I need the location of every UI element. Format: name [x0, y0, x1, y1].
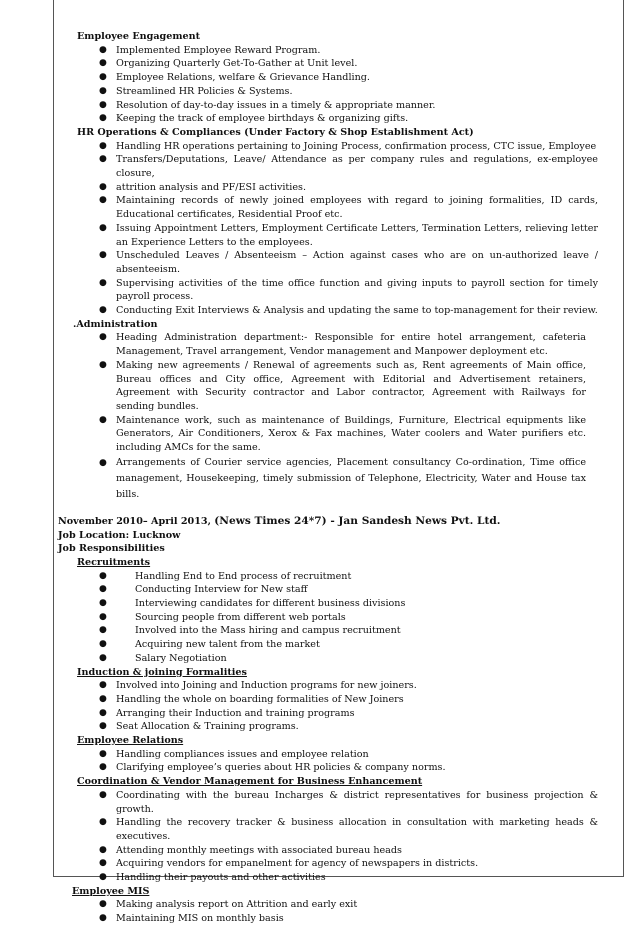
list-item: ● Involved into Joining and Induction programs for new joiners.: [99, 680, 417, 692]
bullet-icon: ●: [99, 693, 107, 704]
bullet-icon: ●: [99, 570, 107, 581]
bullet-icon: ●: [99, 625, 107, 636]
bullet-icon: ●: [99, 154, 107, 165]
administration-list: [58, 331, 586, 502]
bullet-icon: ●: [99, 762, 107, 773]
list-item: ● Streamlined HR Policies & Systems.: [99, 85, 293, 97]
bullet-icon: ●: [99, 707, 107, 718]
list-item: ● Salary Negotiation: [99, 652, 227, 664]
list-item: ● Handling End to End process of recruitment: [99, 570, 352, 582]
bullet-icon: ●: [99, 195, 107, 206]
spacer: [58, 503, 598, 515]
section-title-operations: HR Operations & Compliances (Under Factory & Shop Establishment Act): [77, 126, 474, 138]
list-item: ● Making analysis report on Attrition and early exit: [99, 899, 358, 911]
list-item: ● Conducting Interview for New staff: [99, 584, 308, 596]
bullet-icon: ●: [99, 913, 107, 924]
bullet-icon: ●: [99, 222, 107, 233]
list-item: ● Seat Allocation & Training programs.: [99, 721, 299, 733]
list-item: ● Handling HR operations pertaining to Joining Process, confirmation process, CTC issue, Employee: [99, 140, 597, 152]
list-item: ● Handling the recovery tracker & business allocation in consultation with marketing heads & executives.: [99, 817, 598, 842]
list-item: ● Clarifying employee’s queries about HR policies & company norms.: [99, 762, 446, 774]
list-item: ● Interviewing candidates for different business divisions: [99, 598, 406, 610]
section-title-coordination: Coordination & Vendor Management for Business Enhancement: [77, 776, 423, 788]
list-item: ● attrition analysis and PF/ESI activities.: [99, 181, 307, 193]
job-responsibilities: Job Responsibilities: [58, 543, 165, 555]
operations-list: [58, 140, 598, 318]
bullet-icon: ●: [99, 250, 107, 261]
section-title-relations: Employee Relations: [77, 735, 184, 747]
recruitments-list: [58, 570, 598, 666]
section-title-induction: Induction & joining Formalities: [77, 666, 247, 678]
bullet-icon: ●: [99, 652, 107, 663]
bullet-icon: ●: [99, 332, 107, 343]
list-item: ● Sourcing people from different web portals: [99, 611, 346, 623]
section-title-administration: .Administration: [73, 318, 158, 330]
bullet-icon: ●: [99, 99, 107, 110]
list-item: ● Maintaining MIS on monthly basis: [99, 913, 284, 925]
bullet-icon: ●: [99, 58, 107, 69]
list-item: ● Transfers/Deputations, Leave/ Attendance as per company rules and regulations, ex-employee closure,: [99, 154, 598, 180]
bullet-icon: ●: [99, 44, 107, 55]
list-item: ● Arrangements of Courier service agencies, Placement consultancy Co-ordination, Time office management, Housekeeping, timely submission of Telephone, Electricity, Water and House tax bills.: [99, 456, 586, 500]
list-item: ● Handling the whole on boarding formalities of New Joiners: [99, 693, 404, 705]
job-company: (News Times 24*7) - Jan Sandesh News Pvt. Ltd.: [214, 514, 501, 527]
section-title-engagement: Employee Engagement: [77, 31, 201, 42]
list-item: ● Coordinating with the bureau Incharges & district representatives for business projection & growth.: [99, 789, 598, 815]
list-item: ● Unscheduled Leaves / Absenteeism – Action against cases who are on un-authorized leave / absenteeism.: [99, 250, 598, 275]
list-item: ● Implemented Employee Reward Program.: [99, 44, 321, 56]
engagement-list: [58, 44, 598, 126]
bullet-icon: ●: [99, 414, 107, 425]
section-title-recruitments: Recruitments: [77, 556, 151, 568]
list-item: ● Handling their payouts and other activities: [99, 872, 326, 884]
list-item: ● Conducting Exit Interviews & Analysis and updating the same to top-management for their review.: [99, 305, 598, 317]
bullet-icon: ●: [99, 680, 107, 691]
bullet-icon: ●: [99, 817, 107, 828]
bullet-icon: ●: [99, 721, 107, 732]
job-location: Job Location: Lucknow: [58, 529, 181, 541]
bullet-icon: ●: [99, 457, 107, 468]
bullet-icon: ●: [99, 611, 107, 622]
bullet-icon: ●: [99, 844, 107, 855]
bullet-icon: ●: [99, 305, 107, 316]
bullet-icon: ●: [99, 872, 107, 883]
induction-list: [58, 679, 598, 734]
bullet-icon: ●: [99, 72, 107, 83]
list-item: ● Issuing Appointment Letters, Employment Certificate Letters, Termination Letters, relieving letter an Experience Letters to the employees.: [99, 222, 598, 248]
section-title-mis: Employee MIS: [72, 885, 150, 897]
relations-list: [58, 748, 598, 775]
bullet-icon: ●: [99, 899, 107, 910]
bullet-icon: ●: [99, 85, 107, 96]
resume-page: [58, 30, 598, 926]
job-period: November 2010– April 2013,: [58, 515, 211, 527]
list-item: ● Supervising activities of the time office function and giving inputs to payroll section for timely payroll process.: [99, 277, 598, 303]
list-item: ● Organizing Quarterly Get-To-Gather at Unit level.: [99, 58, 358, 70]
bullet-icon: ●: [99, 789, 107, 800]
list-item: ● Resolution of day-to-day issues in a timely & appropriate manner.: [99, 99, 436, 111]
job-heading: [58, 515, 598, 529]
list-item: ● Making new agreements / Renewal of agreements such as, Rent agreements of Main office, Bureau offices and City office, Agreement with Editorial and Advertisement retainers, Agreement with Security contractor and Labor contractor, Agreement with Railways for sending bundles.: [99, 359, 586, 412]
list-item: ● Maintenance work, such as maintenance of Buildings, Furniture, Electrical equipments like Generators, Air Conditioners, Xerox & Fax machines, Water coolers and Water purifiers etc. including AMCs for the same.: [99, 414, 586, 454]
list-item: ● Attending monthly meetings with associated bureau heads: [99, 844, 402, 856]
bullet-icon: ●: [99, 359, 107, 370]
bullet-icon: ●: [99, 113, 107, 124]
bullet-icon: ●: [99, 140, 107, 151]
bullet-icon: ●: [99, 598, 107, 609]
list-item: ● Handling compliances issues and employee relation: [99, 748, 369, 760]
list-item: ● Heading Administration department:- Responsible for entire hotel arrangement, cafeteria Management, Travel arrangement, Vendor management and Manpower deployment etc.: [99, 332, 586, 358]
list-item: ● Acquiring new talent from the market: [99, 639, 320, 651]
list-item: ● Maintaining records of newly joined employees with regard to joining formalities, ID cards, Educational certificates, Residential Proof etc.: [99, 195, 598, 221]
bullet-icon: ●: [99, 858, 107, 869]
bullet-icon: ●: [99, 584, 107, 595]
bullet-icon: ●: [99, 277, 107, 288]
list-item: ● Involved into the Mass hiring and campus recruitment: [99, 625, 401, 637]
list-item: ● Employee Relations, welfare & Grievance Handling.: [99, 72, 370, 84]
bullet-icon: ●: [99, 748, 107, 759]
list-item: ● Keeping the track of employee birthdays & organizing gifts.: [99, 113, 409, 125]
list-item: ● Acquiring vendors for empanelment for agency of newspapers in districts.: [99, 858, 479, 870]
bullet-icon: ●: [99, 181, 107, 192]
list-item: ● Arranging their Induction and training programs: [99, 707, 355, 719]
coordination-list: [58, 789, 598, 885]
bullet-icon: ●: [99, 639, 107, 650]
